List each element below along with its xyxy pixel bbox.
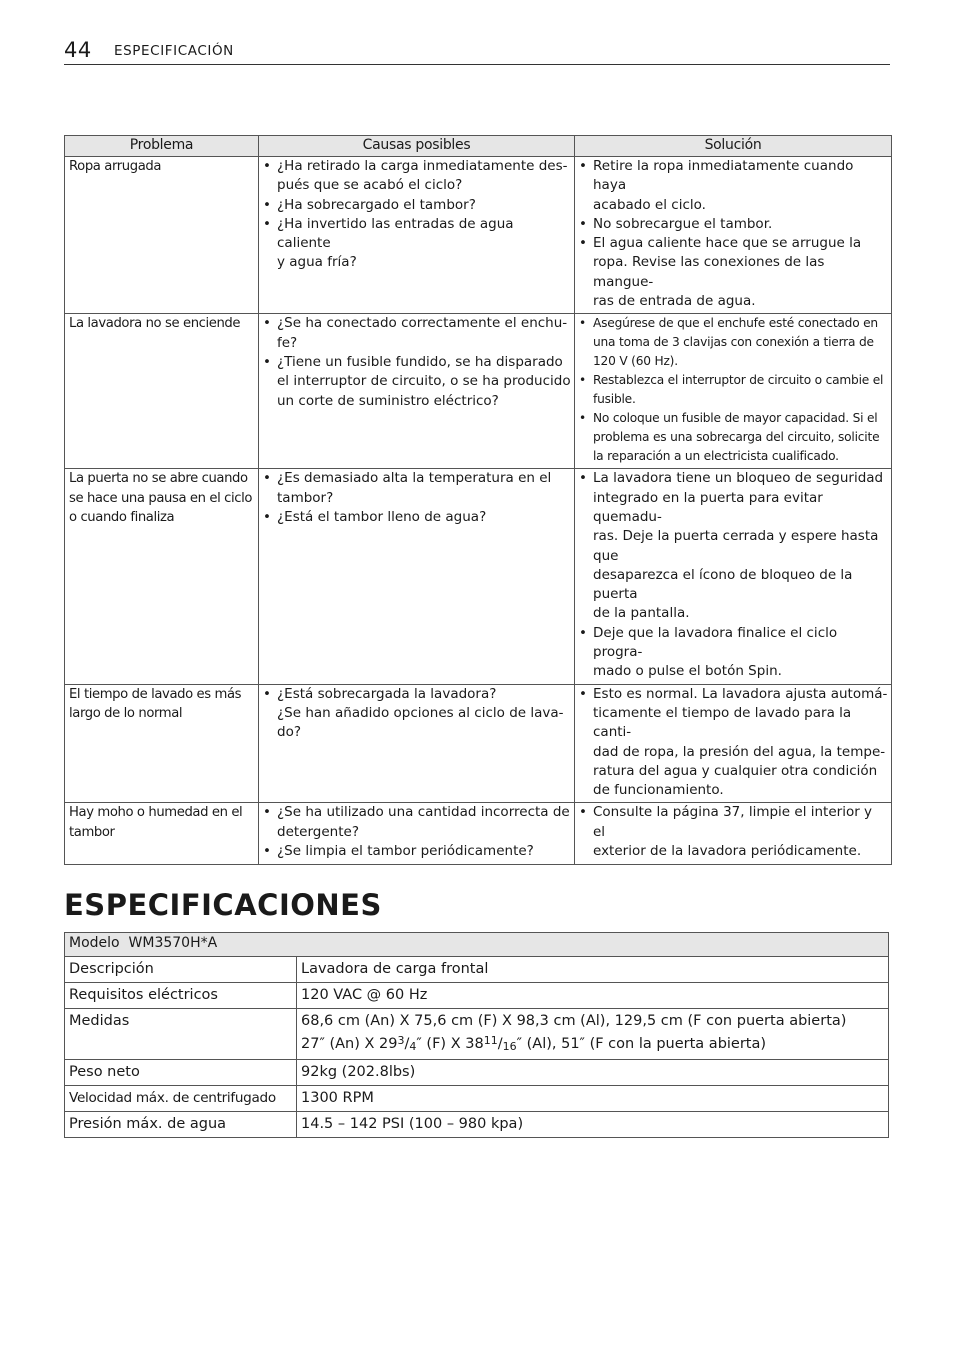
cause-item: • ¿Tiene un fusible fundido, se ha disparado el interruptor de circuito, o se ha producido un corte de suministro eléctrico?	[263, 353, 571, 411]
troubleshooting-table	[64, 135, 892, 865]
spec-row	[65, 1009, 889, 1060]
causes-list	[263, 469, 571, 527]
problem-cell	[65, 314, 259, 469]
solution-cell	[575, 157, 892, 314]
cause-item: • ¿Está sobrecargada la lavadora? ¿Se han añadido opciones al ciclo de lava- do?	[263, 685, 571, 743]
cause-item: • ¿Ha sobrecargado el tambor?	[263, 196, 571, 215]
solution-item: • Asegúrese de que el enchufe esté conectado en una toma de 3 clavijas con conexión a tierra de 120 V (60 Hz).	[579, 314, 888, 371]
column-header-solution: Solución	[575, 136, 892, 157]
spec-label: Peso neto	[65, 1060, 297, 1086]
cause-item: • ¿Se ha conectado correctamente el enchu- fe?	[263, 314, 571, 353]
problem-cell	[65, 803, 259, 865]
solution-cell	[575, 684, 892, 803]
problem-text: Hay moho o humedad en el tambor	[69, 805, 243, 840]
solution-cell	[575, 314, 892, 469]
troubleshooting-row	[65, 469, 892, 684]
spec-value: 92kg (202.8lbs)	[297, 1060, 889, 1086]
page-number: 44	[64, 38, 92, 62]
troubleshooting-row	[65, 803, 892, 865]
specifications-title: ESPECIFICACIONES	[64, 888, 382, 922]
causes-list	[263, 685, 571, 743]
troubleshooting-row	[65, 157, 892, 314]
specifications-table	[64, 932, 889, 1138]
solution-cell	[575, 469, 892, 684]
solutions-list	[579, 685, 888, 801]
spec-label: Requisitos eléctricos	[65, 983, 297, 1009]
cause-item: • ¿Ha invertido las entradas de agua caliente y agua fría?	[263, 215, 571, 273]
causes-list	[263, 803, 571, 861]
causes-list	[263, 314, 571, 410]
cause-item: • ¿Es demasiado alta la temperatura en el tambor?	[263, 469, 571, 508]
problem-cell	[65, 469, 259, 684]
solution-item: • Restablezca el interruptor de circuito o cambie el fusible.	[579, 371, 888, 409]
dimensions-metric: 68,6 cm (An) X 75,6 cm (F) X 98,3 cm (Al), 129,5 cm (F con puerta abierta)	[301, 1013, 847, 1029]
spec-label: Medidas	[65, 1009, 297, 1060]
solution-item: • Deje que la lavadora finalice el ciclo progra- mado o pulse el botón Spin.	[579, 624, 888, 682]
spec-row	[65, 1112, 889, 1138]
cause-item: • ¿Ha retirado la carga inmediatamente des- pués que se acabó el ciclo?	[263, 157, 571, 196]
solutions-list	[579, 314, 888, 466]
solution-item: • Consulte la página 37, limpie el interior y el exterior de la lavadora periódicamente.	[579, 803, 888, 861]
causes-cell	[259, 157, 575, 314]
column-header-causes: Causas posibles	[259, 136, 575, 157]
spec-row	[65, 957, 889, 983]
solution-item: • La lavadora tiene un bloqueo de seguridad integrado en la puerta para evitar quemadu- ras. Deje la puerta cerrada y espere hasta que desaparezca el ícono de bloqueo de la puerta de la pantalla.	[579, 469, 888, 623]
spec-value: 14.5 – 142 PSI (100 – 980 kpa)	[297, 1112, 889, 1138]
solution-item: • No sobrecargue el tambor.	[579, 215, 888, 234]
cause-item: • ¿Se ha utilizado una cantidad incorrecta de detergente?	[263, 803, 571, 842]
troubleshooting-header-row	[65, 136, 892, 157]
spec-row	[65, 1060, 889, 1086]
section-label: ESPECIFICACIÓN	[114, 43, 234, 59]
problem-cell	[65, 157, 259, 314]
causes-cell	[259, 314, 575, 469]
spec-label: Descripción	[65, 957, 297, 983]
solutions-list	[579, 469, 888, 681]
solution-item: • El agua caliente hace que se arrugue la ropa. Revise las conexiones de las mangue- ras de entrada de agua.	[579, 234, 888, 311]
problem-text: La puerta no se abre cuando se hace una pausa en el ciclo o cuando finaliza	[69, 471, 253, 525]
solution-item: • Esto es normal. La lavadora ajusta automá- ticamente el tiempo de lavado para la canti- dad de ropa, la presión del agua, la tempe- ratura del agua y cualquier otra condición de funcionamiento.	[579, 685, 888, 801]
spec-row	[65, 983, 889, 1009]
causes-cell	[259, 469, 575, 684]
spec-value: Lavadora de carga frontal	[297, 957, 889, 983]
model-row	[65, 933, 889, 957]
dimensions-imperial: 27″ (An) X $29^3/_4''$ (F) X $38^{11}/_{16}''$ (Al), 51″ (F con la puerta abierta)	[301, 1034, 767, 1053]
problem-cell	[65, 684, 259, 803]
causes-list	[263, 157, 571, 273]
model-label: Modelo	[69, 935, 120, 951]
spec-label: Velocidad máx. de centrifugado	[65, 1086, 297, 1112]
problem-text: Ropa arrugada	[69, 159, 162, 174]
spec-value: 1300 RPM	[297, 1086, 889, 1112]
solution-cell	[575, 803, 892, 865]
model-cell	[65, 933, 889, 957]
spec-value	[297, 1009, 889, 1060]
cause-item: • ¿Está el tambor lleno de agua?	[263, 508, 571, 527]
spec-row	[65, 1086, 889, 1112]
solution-item: • Retire la ropa inmediatamente cuando haya acabado el ciclo.	[579, 157, 888, 215]
troubleshooting-row	[65, 314, 892, 469]
solutions-list	[579, 803, 888, 861]
causes-cell	[259, 803, 575, 865]
problem-text: La lavadora no se enciende	[69, 316, 241, 332]
solution-item: • No coloque un fusible de mayor capacidad. Si el problema es una sobrecarga del circuito, solicite la reparación a un electricista cualificado.	[579, 409, 888, 466]
cause-item: • ¿Se limpia el tambor periódicamente?	[263, 842, 571, 861]
spec-label: Presión máx. de agua	[65, 1112, 297, 1138]
problem-text: El tiempo de lavado es más largo de lo normal	[69, 686, 242, 721]
causes-cell	[259, 684, 575, 803]
troubleshooting-row	[65, 684, 892, 803]
spec-value: 120 VAC @ 60 Hz	[297, 983, 889, 1009]
model-number: WM3570H*A	[128, 935, 218, 951]
column-header-problem: Problema	[65, 136, 259, 157]
page-header	[64, 38, 890, 65]
solutions-list	[579, 157, 888, 311]
